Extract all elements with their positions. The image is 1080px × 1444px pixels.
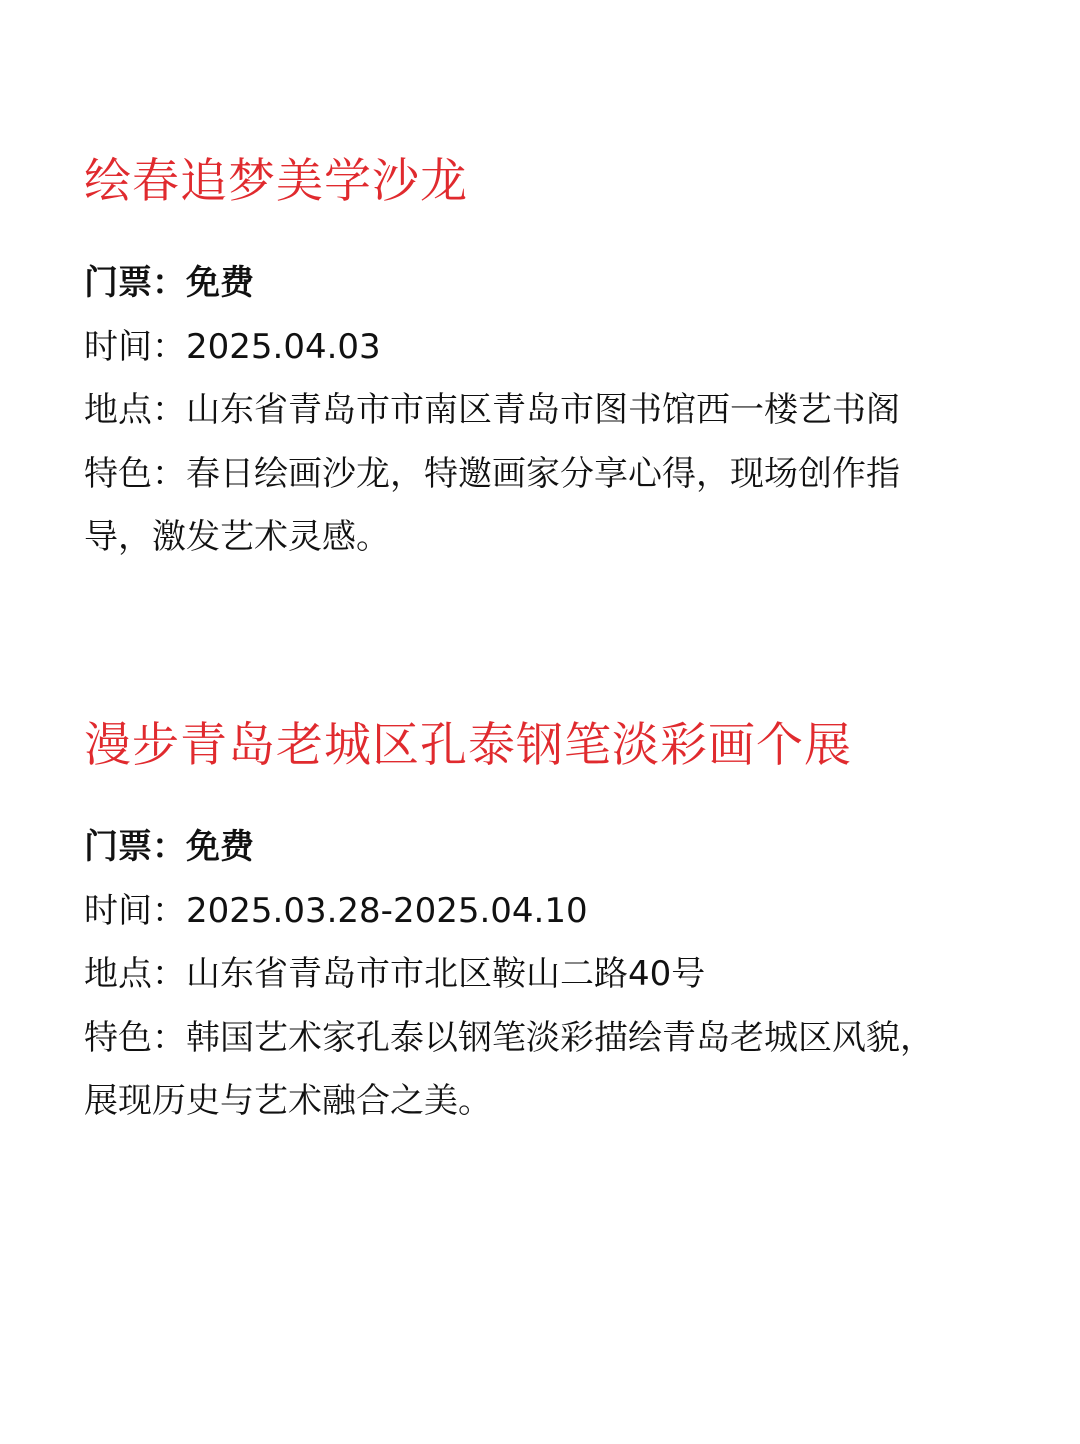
feature-label: 特色： — [84, 1017, 186, 1058]
feature-value: 韩国艺术家孔泰以钢笔淡彩描绘青岛老城区风貌，展现历史与艺术融合之美。 — [84, 1017, 934, 1121]
place-row — [84, 943, 964, 1007]
event-card-2 — [84, 712, 964, 1134]
event-title: 绘春追梦美学沙龙 — [84, 154, 468, 209]
place-row — [84, 379, 964, 443]
time-row — [84, 880, 964, 944]
ticket-row — [84, 816, 964, 880]
time-label: 时间： — [84, 326, 186, 367]
time-value: 2025.03.28-2025.04.10 — [186, 890, 588, 931]
ticket-value: 免费 — [186, 263, 254, 303]
ticket-label: 门票： — [84, 263, 186, 303]
place-label: 地点： — [84, 390, 186, 430]
place-label: 地点： — [84, 954, 186, 994]
time-value: 2025.04.03 — [186, 326, 381, 367]
feature-row — [84, 443, 964, 570]
event-card-1 — [84, 148, 964, 570]
ticket-value: 免费 — [186, 827, 254, 867]
ticket-label: 门票： — [84, 827, 186, 867]
feature-value: 春日绘画沙龙，特邀画家分享心得，现场创作指导，激发艺术灵感。 — [84, 453, 900, 557]
ticket-row — [84, 252, 964, 316]
place-value: 山东省青岛市市南区青岛市图书馆西一楼艺书阁 — [186, 390, 900, 430]
event-title: 漫步青岛老城区孔泰钢笔淡彩画个展 — [84, 718, 852, 773]
feature-label: 特色： — [84, 453, 186, 494]
feature-row — [84, 1007, 964, 1134]
place-value: 山东省青岛市市北区鞍山二路40号 — [186, 954, 706, 994]
time-row — [84, 316, 964, 380]
time-label: 时间： — [84, 890, 186, 931]
